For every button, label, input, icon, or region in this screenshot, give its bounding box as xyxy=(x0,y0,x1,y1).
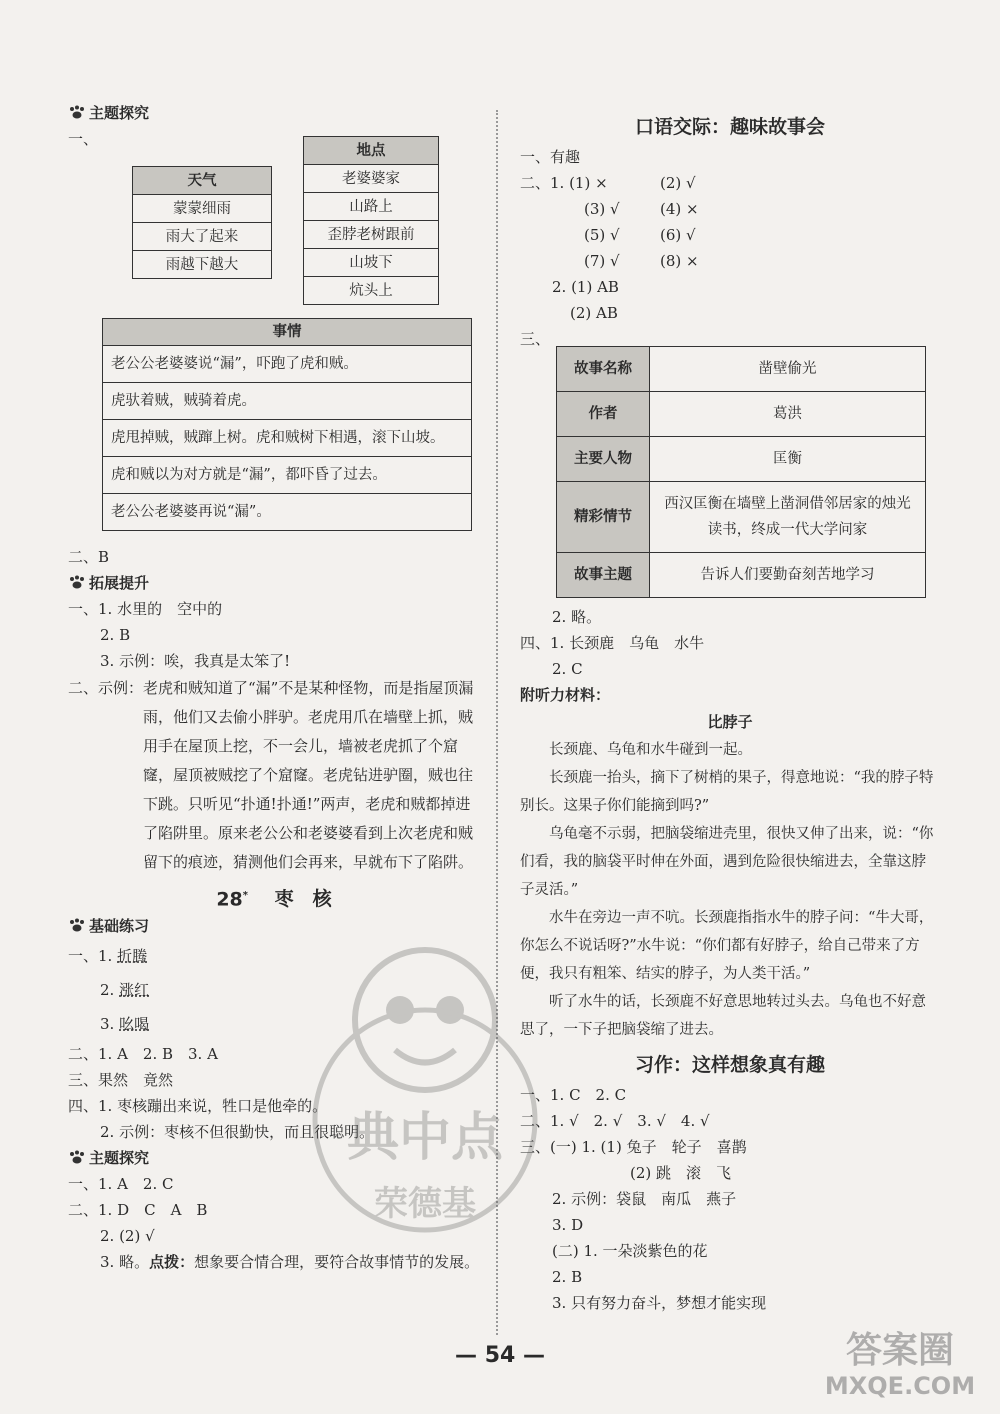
answer-item: (3) √ xyxy=(584,200,620,218)
answer-line: 一、有趣 xyxy=(520,148,581,166)
answer-item: (6) √ xyxy=(660,226,696,244)
section-title: 拓展提升 xyxy=(89,574,150,592)
paw-icon xyxy=(68,105,86,119)
story-table xyxy=(556,346,926,598)
reading-paragraph: 乌龟毫不示弱，把脑袋缩进壳里，很快又伸了出来，说：“你们看，我的脑袋平时伸在外面，遇到危险很快缩进去，全靠这脖子灵活。” xyxy=(520,826,934,898)
answer-item: (8) × xyxy=(660,252,699,270)
section-heading xyxy=(68,100,480,126)
answer-line xyxy=(520,248,940,274)
answer-line: 三、(一) 1. (1) 兔子 轮子 喜鹊 xyxy=(520,1138,747,1156)
answer-word: 吆喝 xyxy=(119,1015,150,1033)
page-number: — 54 — xyxy=(455,1343,545,1368)
table-header: 故事名称 xyxy=(557,347,650,392)
table-cell: 老公公老婆婆再说“漏”。 xyxy=(103,494,472,531)
answer-paragraph xyxy=(68,674,480,877)
paw-icon xyxy=(68,918,86,932)
answer-line: 三、 xyxy=(520,330,551,348)
answer-line: 二、B xyxy=(68,548,110,566)
listening-material xyxy=(520,736,940,1044)
answer-line: 二、1. A 2. B 3. A xyxy=(68,1045,218,1063)
answer-line: 三、果然 竟然 xyxy=(68,1071,174,1089)
section-title: 基础练习 xyxy=(89,917,150,935)
answer-prefix: 2. xyxy=(100,981,120,999)
answer-line: 一、1. C 2. C xyxy=(520,1086,627,1104)
answer-word: 涨红 xyxy=(119,981,150,999)
table-cell: 炕头上 xyxy=(304,277,439,305)
listening-title: 比脖子 xyxy=(707,713,753,731)
theme-inquiry-block xyxy=(68,100,480,520)
answer-line: 2. 示例：袋鼠 南瓜 燕子 xyxy=(552,1190,737,1208)
answer-line: 3. 示例：唉，我真是太笨了! xyxy=(100,652,291,670)
section-heading xyxy=(68,913,480,939)
answer-item: (7) √ xyxy=(584,252,620,270)
right-column xyxy=(520,100,940,1316)
answer-prefix: 3. 略。 xyxy=(100,1253,150,1271)
reading-paragraph: 长颈鹿一抬头，摘下了树梢的果子，得意地说：“我的脖子特别长。这果子你们能摘到吗?” xyxy=(520,770,934,814)
table-cell: 老公公老婆婆说“漏”，吓跑了虎和贼。 xyxy=(103,346,472,383)
table-cell: 葛洪 xyxy=(650,392,926,437)
table-cell: 山坡下 xyxy=(304,249,439,277)
answer-line: 3. D xyxy=(552,1216,584,1234)
lesson-title xyxy=(68,879,480,913)
tip-label: 点拨： xyxy=(149,1253,195,1271)
section-heading xyxy=(68,570,480,596)
reading-paragraph: 水牛在旁边一声不吭。长颈鹿指指水牛的脖子问：“牛大哥，你怎么不说话呀?”水牛说：“你们都有好脖子，给自己带来了方便，我只有粗笨、结实的脖子，为人类干活。” xyxy=(520,910,934,982)
answer-line: 3. 只有努力奋斗，梦想才能实现 xyxy=(552,1294,767,1312)
table-header: 地点 xyxy=(304,137,439,165)
answer-line xyxy=(520,196,940,222)
answer-line: 2. B xyxy=(552,1268,583,1286)
table-cell: 匡衡 xyxy=(650,437,926,482)
answer-line: 一、1. 水里的 空中的 xyxy=(68,600,223,618)
watermark-text: 典中点 xyxy=(346,1108,504,1168)
place-table xyxy=(303,136,439,305)
section-title: 主题探究 xyxy=(89,104,150,122)
event-table xyxy=(102,318,472,531)
answer-line: 2. 略。 xyxy=(552,608,602,626)
section-title-writing: 习作：这样想象真有趣 xyxy=(634,1054,825,1076)
question-number: 一、 xyxy=(68,130,99,148)
watermark-subtext: 荣德基 xyxy=(374,1184,476,1224)
answer-item: (5) √ xyxy=(584,226,620,244)
lesson-star: * xyxy=(242,890,249,901)
table-cell: 蒙蒙细雨 xyxy=(133,195,272,223)
site-logo xyxy=(815,1318,985,1404)
section-title: 主题探究 xyxy=(89,1149,150,1167)
left-column xyxy=(68,100,480,1276)
table-header: 故事主题 xyxy=(557,553,650,598)
table-header: 主要人物 xyxy=(557,437,650,482)
answer-line: 二、1. √ 2. √ 3. √ 4. √ xyxy=(520,1112,710,1130)
answer-line xyxy=(68,973,480,1007)
reading-paragraph: 听了水牛的话，长颈鹿不好意思地转过头去。乌龟也不好意思了，一下子把脑袋缩了进去。 xyxy=(520,994,926,1038)
table-cell: 虎和贼以为对方就是“漏”，都吓昏了过去。 xyxy=(103,457,472,494)
answer-line: 二、1. D C A B xyxy=(68,1201,208,1219)
section-title-oral: 口语交际：趣味故事会 xyxy=(634,116,825,138)
answer-word: 折腾 xyxy=(117,947,148,965)
answer-item: (2) √ xyxy=(660,174,696,192)
reading-paragraph: 长颈鹿、乌龟和水牛碰到一起。 xyxy=(549,742,752,758)
answer-line: 2. (1) AB xyxy=(552,278,619,296)
table-header: 事情 xyxy=(103,319,472,346)
answer-line: 四、1. 长颈鹿 乌龟 水牛 xyxy=(520,634,705,652)
logo-text: 答案圈 xyxy=(845,1330,955,1371)
table-cell: 山路上 xyxy=(304,193,439,221)
answer-line: 四、1. 枣核蹦出来说，牲口是他牵的。 xyxy=(68,1097,328,1115)
logo-url: MXQE.COM xyxy=(824,1372,976,1400)
lesson-number: 28 xyxy=(216,888,243,911)
table-cell: 西汉匡衡在墙壁上凿洞借邻居家的烛光读书，终成一代大学问家 xyxy=(650,482,926,553)
answer-item: (4) × xyxy=(660,200,699,218)
answer-line: 2. C xyxy=(552,660,583,678)
table-header: 天气 xyxy=(133,167,272,195)
table-cell: 虎驮着贼，贼骑着虎。 xyxy=(103,383,472,420)
answer-text: 想象要合情合理，要符合故事情节的发展。 xyxy=(194,1253,480,1271)
answer-line: 一、1. A 2. C xyxy=(68,1175,174,1193)
table-cell: 雨越下越大 xyxy=(133,251,272,279)
listening-label: 附听力材料： xyxy=(520,686,611,704)
lesson-name: 枣 核 xyxy=(274,888,332,911)
table-cell: 虎甩掉贼，贼蹿上树。虎和贼树下相遇，滚下山坡。 xyxy=(103,420,472,457)
answer-line xyxy=(520,222,940,248)
answer-line: 2. (2) √ xyxy=(100,1227,155,1245)
answer-line xyxy=(68,1007,480,1041)
answer-text: 老虎和贼知道了“漏”不是某种怪物，而是指屋顶漏雨，他们又去偷小胖驴。老虎用爪在墙壁上抓，贼用手在屋顶上挖，不一会儿，墙被老虎抓了个窟窿，屋顶被贼挖了个窟窿。老虎钻进驴圈，贼也往下跳。只听见“扑通!扑通!”两声，老虎和贼都掉进了陷阱里。原来老公公和老婆婆看到上次老虎和贼留下的痕迹，猜测他们会再来，早就布下了陷阱。 xyxy=(143,679,474,871)
table-cell: 雨大了起来 xyxy=(133,223,272,251)
answer-item: 二、1. (1) × xyxy=(520,174,608,192)
answer-paragraph xyxy=(68,1249,480,1276)
answer-prefix: 一、1. xyxy=(68,947,118,965)
answer-line: (2) 跳 滚 飞 xyxy=(630,1164,732,1182)
answer-line: 2. 示例：枣核不但很勤快，而且很聪明。 xyxy=(100,1123,375,1141)
paw-icon xyxy=(68,575,86,589)
answer-line: (2) AB xyxy=(570,304,618,322)
table-header: 作者 xyxy=(557,392,650,437)
table-cell: 老婆婆家 xyxy=(304,165,439,193)
table-cell: 凿壁偷光 xyxy=(650,347,926,392)
section-heading xyxy=(68,1145,480,1171)
answer-lead: 二、示例： xyxy=(68,679,144,697)
answer-line: (二) 1. 一朵淡紫色的花 xyxy=(552,1242,708,1260)
table-cell: 歪脖老树跟前 xyxy=(304,221,439,249)
answer-line xyxy=(520,170,940,196)
table-header: 精彩情节 xyxy=(557,482,650,553)
answer-line xyxy=(68,939,480,973)
weather-table xyxy=(132,166,272,279)
answer-line: 2. B xyxy=(100,626,131,644)
answer-prefix: 3. xyxy=(100,1015,120,1033)
column-divider xyxy=(496,110,498,1335)
table-cell: 告诉人们要勤奋刻苦地学习 xyxy=(650,553,926,598)
paw-icon xyxy=(68,1150,86,1164)
